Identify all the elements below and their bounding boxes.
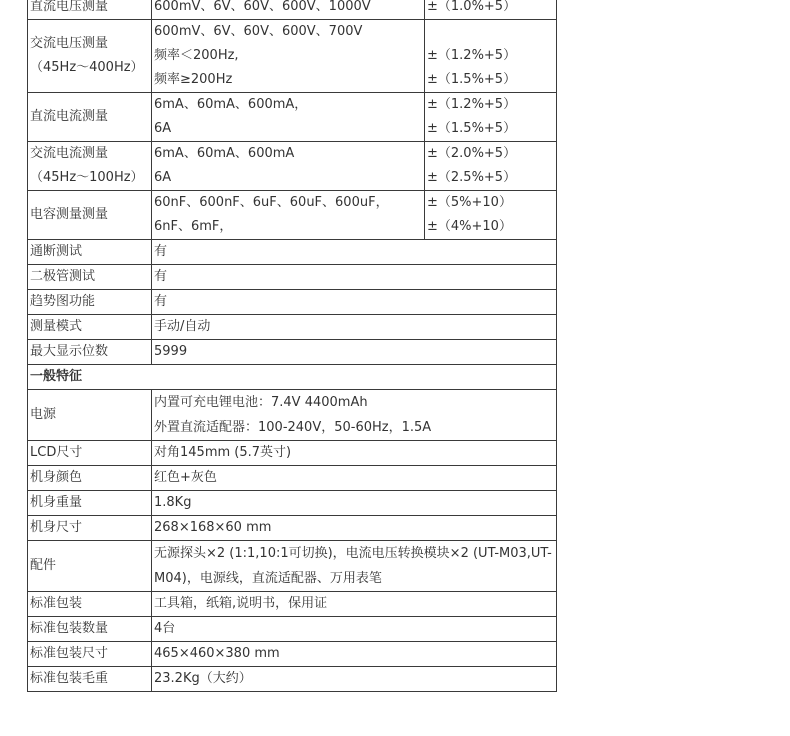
spec-label-line: （45Hz～100Hz） — [30, 170, 144, 185]
spec-value — [152, 390, 557, 441]
spec-value-line: 465×460×380 mm — [154, 646, 280, 661]
spec-accuracy-line: ±（4%+10） — [427, 219, 512, 234]
spec-label-line: 机身尺寸 — [30, 520, 83, 535]
spec-label-line: 交流电压测量 — [30, 36, 109, 51]
spec-value — [152, 541, 557, 592]
spec-value-line: M04)，电源线，直流适配器、万用表笔 — [154, 571, 382, 586]
spec-label — [28, 592, 152, 617]
spec-label-line: 直流电压测量 — [30, 0, 109, 14]
spec-label-line: 最大显示位数 — [30, 344, 109, 359]
spec-value — [152, 191, 425, 240]
feature-row — [28, 315, 557, 340]
spec-label — [28, 240, 152, 265]
spec-label-line: 趋势图功能 — [30, 294, 96, 309]
spec-accuracy-line: ±（2.5%+5） — [427, 170, 517, 185]
spec-label — [28, 191, 152, 240]
spec-label — [28, 466, 152, 491]
spec-value-line: 1.8Kg — [154, 495, 192, 510]
spec-accuracy-line: ±（1.5%+5） — [427, 121, 517, 136]
spec-accuracy-line: ±（1.5%+5） — [427, 72, 517, 87]
spec-label — [28, 642, 152, 667]
spec-label — [28, 315, 152, 340]
feature-row — [28, 265, 557, 290]
spec-value — [152, 142, 425, 191]
spec-value — [152, 290, 557, 315]
spec-value — [152, 265, 557, 290]
spec-value-line: 60nF、600nF、6uF、60uF、600uF， — [154, 195, 389, 210]
general-row — [28, 541, 557, 592]
spec-value-line: 红色+灰色 — [154, 470, 217, 485]
spec-label — [28, 390, 152, 441]
spec-value — [152, 642, 557, 667]
general-row — [28, 466, 557, 491]
spec-accuracy-line: ±（1.2%+5） — [427, 97, 517, 112]
spec-accuracy — [425, 93, 557, 142]
measurement-row — [28, 142, 557, 191]
spec-value-line: 外置直流适配器：100-240V，50-60Hz，1.5A — [154, 420, 432, 435]
feature-row — [28, 240, 557, 265]
spec-label — [28, 340, 152, 365]
spec-value-line: 频率≥200Hz — [154, 72, 233, 87]
spec-value — [152, 0, 425, 20]
spec-label-line: 电源 — [30, 407, 57, 422]
spec-label-line: LCD尺寸 — [30, 445, 83, 460]
spec-label-line: 直流电流测量 — [30, 109, 109, 124]
general-row — [28, 491, 557, 516]
spec-value-line: 频率＜200Hz, — [154, 48, 239, 63]
feature-row — [28, 340, 557, 365]
spec-accuracy-line: ±（1.0%+5） — [427, 0, 517, 14]
spec-label — [28, 617, 152, 642]
spec-accuracy — [425, 0, 557, 20]
measurement-row — [28, 20, 557, 93]
spec-label — [28, 491, 152, 516]
spec-label — [28, 0, 152, 20]
spec-label-line: 二极管测试 — [30, 269, 96, 284]
general-row — [28, 642, 557, 667]
spec-value — [152, 315, 557, 340]
general-row — [28, 390, 557, 441]
measurement-row — [28, 0, 557, 20]
spec-value-line: 工具箱，纸箱,说明书，保用证 — [154, 596, 328, 611]
spec-value — [152, 491, 557, 516]
spec-label — [28, 441, 152, 466]
general-row — [28, 617, 557, 642]
spec-value-line: 5999 — [154, 344, 188, 359]
spec-value-line: 无源探头×2 (1:1,10:1可切换)，电流电压转换模块×2 (UT-M03,UT- — [154, 546, 552, 561]
spec-label-line: 交流电流测量 — [30, 146, 109, 161]
spec-label — [28, 93, 152, 142]
spec-value-line: 268×168×60 mm — [154, 520, 272, 535]
feature-row — [28, 290, 557, 315]
measurement-row — [28, 93, 557, 142]
measurement-row — [28, 191, 557, 240]
spec-label-line: 标准包装毛重 — [30, 671, 109, 686]
specification-table-body — [28, 0, 557, 692]
spec-label-line: 电容测量测量 — [30, 207, 109, 222]
spec-value — [152, 667, 557, 692]
spec-accuracy-line: ±（1.2%+5） — [427, 48, 517, 63]
spec-label-line: 标准包装 — [30, 596, 83, 611]
spec-label-line: 测量模式 — [30, 319, 83, 334]
general-row — [28, 592, 557, 617]
spec-value-line: 6A — [154, 170, 172, 185]
spec-value — [152, 441, 557, 466]
spec-value — [152, 592, 557, 617]
spec-accuracy-line — [427, 20, 554, 44]
spec-value — [152, 93, 425, 142]
spec-value-line: 对角145mm (5.7英寸) — [154, 445, 292, 460]
spec-label-line: 机身颜色 — [30, 470, 83, 485]
general-row — [28, 441, 557, 466]
spec-label — [28, 142, 152, 191]
specification-table — [27, 0, 557, 692]
spec-label-line: 标准包装尺寸 — [30, 646, 109, 661]
spec-label — [28, 667, 152, 692]
spec-value-line: 600mV、6V、60V、600V、1000V — [154, 0, 371, 14]
spec-accuracy — [425, 20, 557, 93]
spec-value-line: 有 — [154, 294, 168, 309]
spec-value — [152, 617, 557, 642]
spec-value-line: 有 — [154, 244, 168, 259]
spec-label — [28, 265, 152, 290]
spec-value-line: 6nF、6mF， — [154, 219, 233, 234]
spec-value-line: 内置可充电锂电池：7.4V 4400mAh — [154, 395, 368, 410]
general-row — [28, 667, 557, 692]
spec-value-line: 6mA、60mA、600mA — [154, 146, 295, 161]
spec-accuracy — [425, 142, 557, 191]
spec-label — [28, 516, 152, 541]
spec-label — [28, 541, 152, 592]
spec-label — [28, 290, 152, 315]
spec-value-line: 6mA、60mA、600mA， — [154, 97, 308, 112]
spec-value-line: 600mV、6V、60V、600V、700V — [154, 24, 363, 39]
spec-value-line: 6A — [154, 121, 172, 136]
spec-value-line: 23.2Kg（大约） — [154, 671, 252, 686]
spec-label-line: 通断测试 — [30, 244, 83, 259]
general-row — [28, 516, 557, 541]
spec-label-line: 机身重量 — [30, 495, 83, 510]
spec-accuracy — [425, 191, 557, 240]
spec-label-line: （45Hz～400Hz） — [30, 60, 144, 75]
spec-value-line: 4台 — [154, 621, 176, 636]
section-header-row — [28, 365, 557, 390]
spec-label-line: 配件 — [30, 558, 57, 573]
spec-value-line: 手动/自动 — [154, 319, 211, 334]
spec-accuracy-line: ±（5%+10） — [427, 195, 512, 210]
spec-label — [28, 20, 152, 93]
spec-label-line: 标准包装数量 — [30, 621, 109, 636]
spec-accuracy-line: ±（2.0%+5） — [427, 146, 517, 161]
spec-value — [152, 240, 557, 265]
spec-value-line: 有 — [154, 269, 168, 284]
spec-value — [152, 340, 557, 365]
spec-value — [152, 20, 425, 93]
spec-value — [152, 466, 557, 491]
spec-value — [152, 516, 557, 541]
section-header: 一般特征 — [28, 365, 557, 390]
